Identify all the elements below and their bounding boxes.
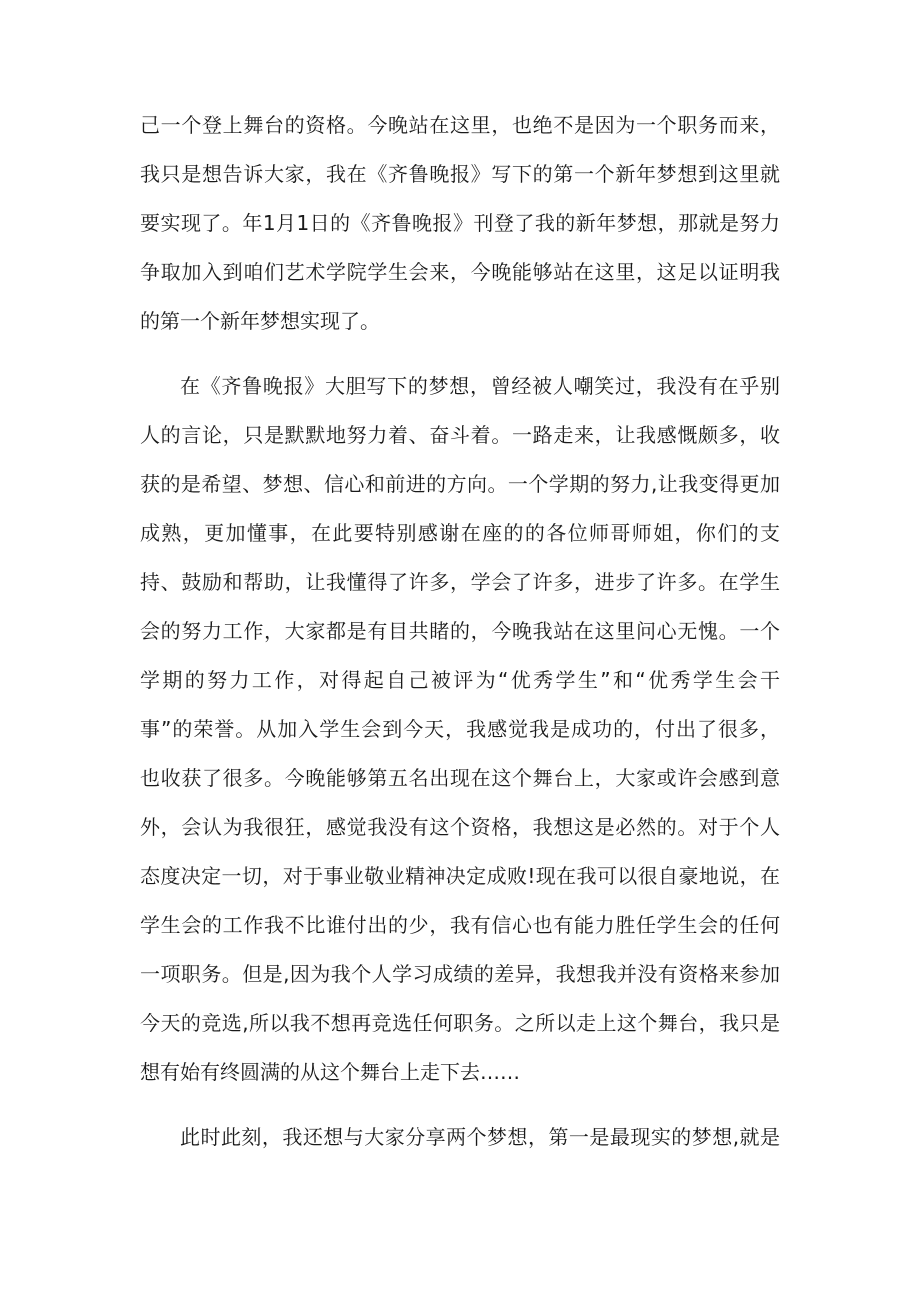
text-line: 持、鼓励和帮助，让我懂得了许多，学会了许多，进步了许多。在学生 (140, 570, 780, 594)
text-line: 此时此刻，我还想与大家分享两个梦想，第一是最现实的梦想,就是 (180, 1125, 780, 1149)
text-line: 我只是想告诉大家，我在《齐鲁晚报》写下的第一个新年梦想到这里就 (140, 162, 780, 186)
text-line: 事”的荣誉。从加入学生会到今天，我感觉我是成功的，付出了很多， (140, 717, 780, 741)
text-line: 一项职务。但是,因为我个人学习成绩的差异，我想我并没有资格来参加 (140, 962, 780, 986)
text-line: 己一个登上舞台的资格。今晚站在这里，也绝不是因为一个职务而来， (140, 113, 780, 137)
text-line: 外，会认为我很狂，感觉我没有这个资格，我想这是必然的。对于个人 (140, 815, 780, 839)
text-line: 也收获了很多。今晚能够第五名出现在这个舞台上，大家或许会感到意 (140, 766, 780, 790)
text-line: 学生会的工作我不比谁付出的少，我有信心也有能力胜任学生会的任何 (140, 913, 780, 937)
text-line: 要实现了。年1月1日的《齐鲁晚报》刊登了我的新年梦想，那就是努力 (140, 211, 780, 235)
text-line: 想有始有终圆满的从这个舞台上走下去…… (140, 1060, 520, 1084)
text-line: 人的言论，只是默默地努力着、奋斗着。一路走来，让我感慨颇多，收 (140, 423, 780, 447)
text-line: 获的是希望、梦想、信心和前进的方向。一个学期的努力,让我变得更加 (140, 472, 780, 496)
text-line: 争取加入到咱们艺术学院学生会来，今晚能够站在这里，这足以证明我 (140, 260, 780, 284)
text-line: 学期的努力工作，对得起自己被评为“优秀学生”和“优秀学生会干 (140, 668, 780, 692)
text-line: 今天的竞选,所以我不想再竞选任何职务。之所以走上这个舞台，我只是 (140, 1011, 780, 1035)
text-line: 的第一个新年梦想实现了。 (140, 309, 380, 333)
text-line: 态度决定一切，对于事业敬业精神决定成败!现在我可以很自豪地说，在 (140, 864, 780, 888)
text-line: 会的努力工作，大家都是有目共睹的，今晚我站在这里问心无愧。一个 (140, 619, 780, 643)
text-line: 成熟，更加懂事，在此要特别感谢在座的的各位师哥师姐，你们的支 (140, 521, 780, 545)
text-line: 在《齐鲁晚报》大胆写下的梦想，曾经被人嘲笑过，我没有在乎别 (180, 374, 780, 398)
